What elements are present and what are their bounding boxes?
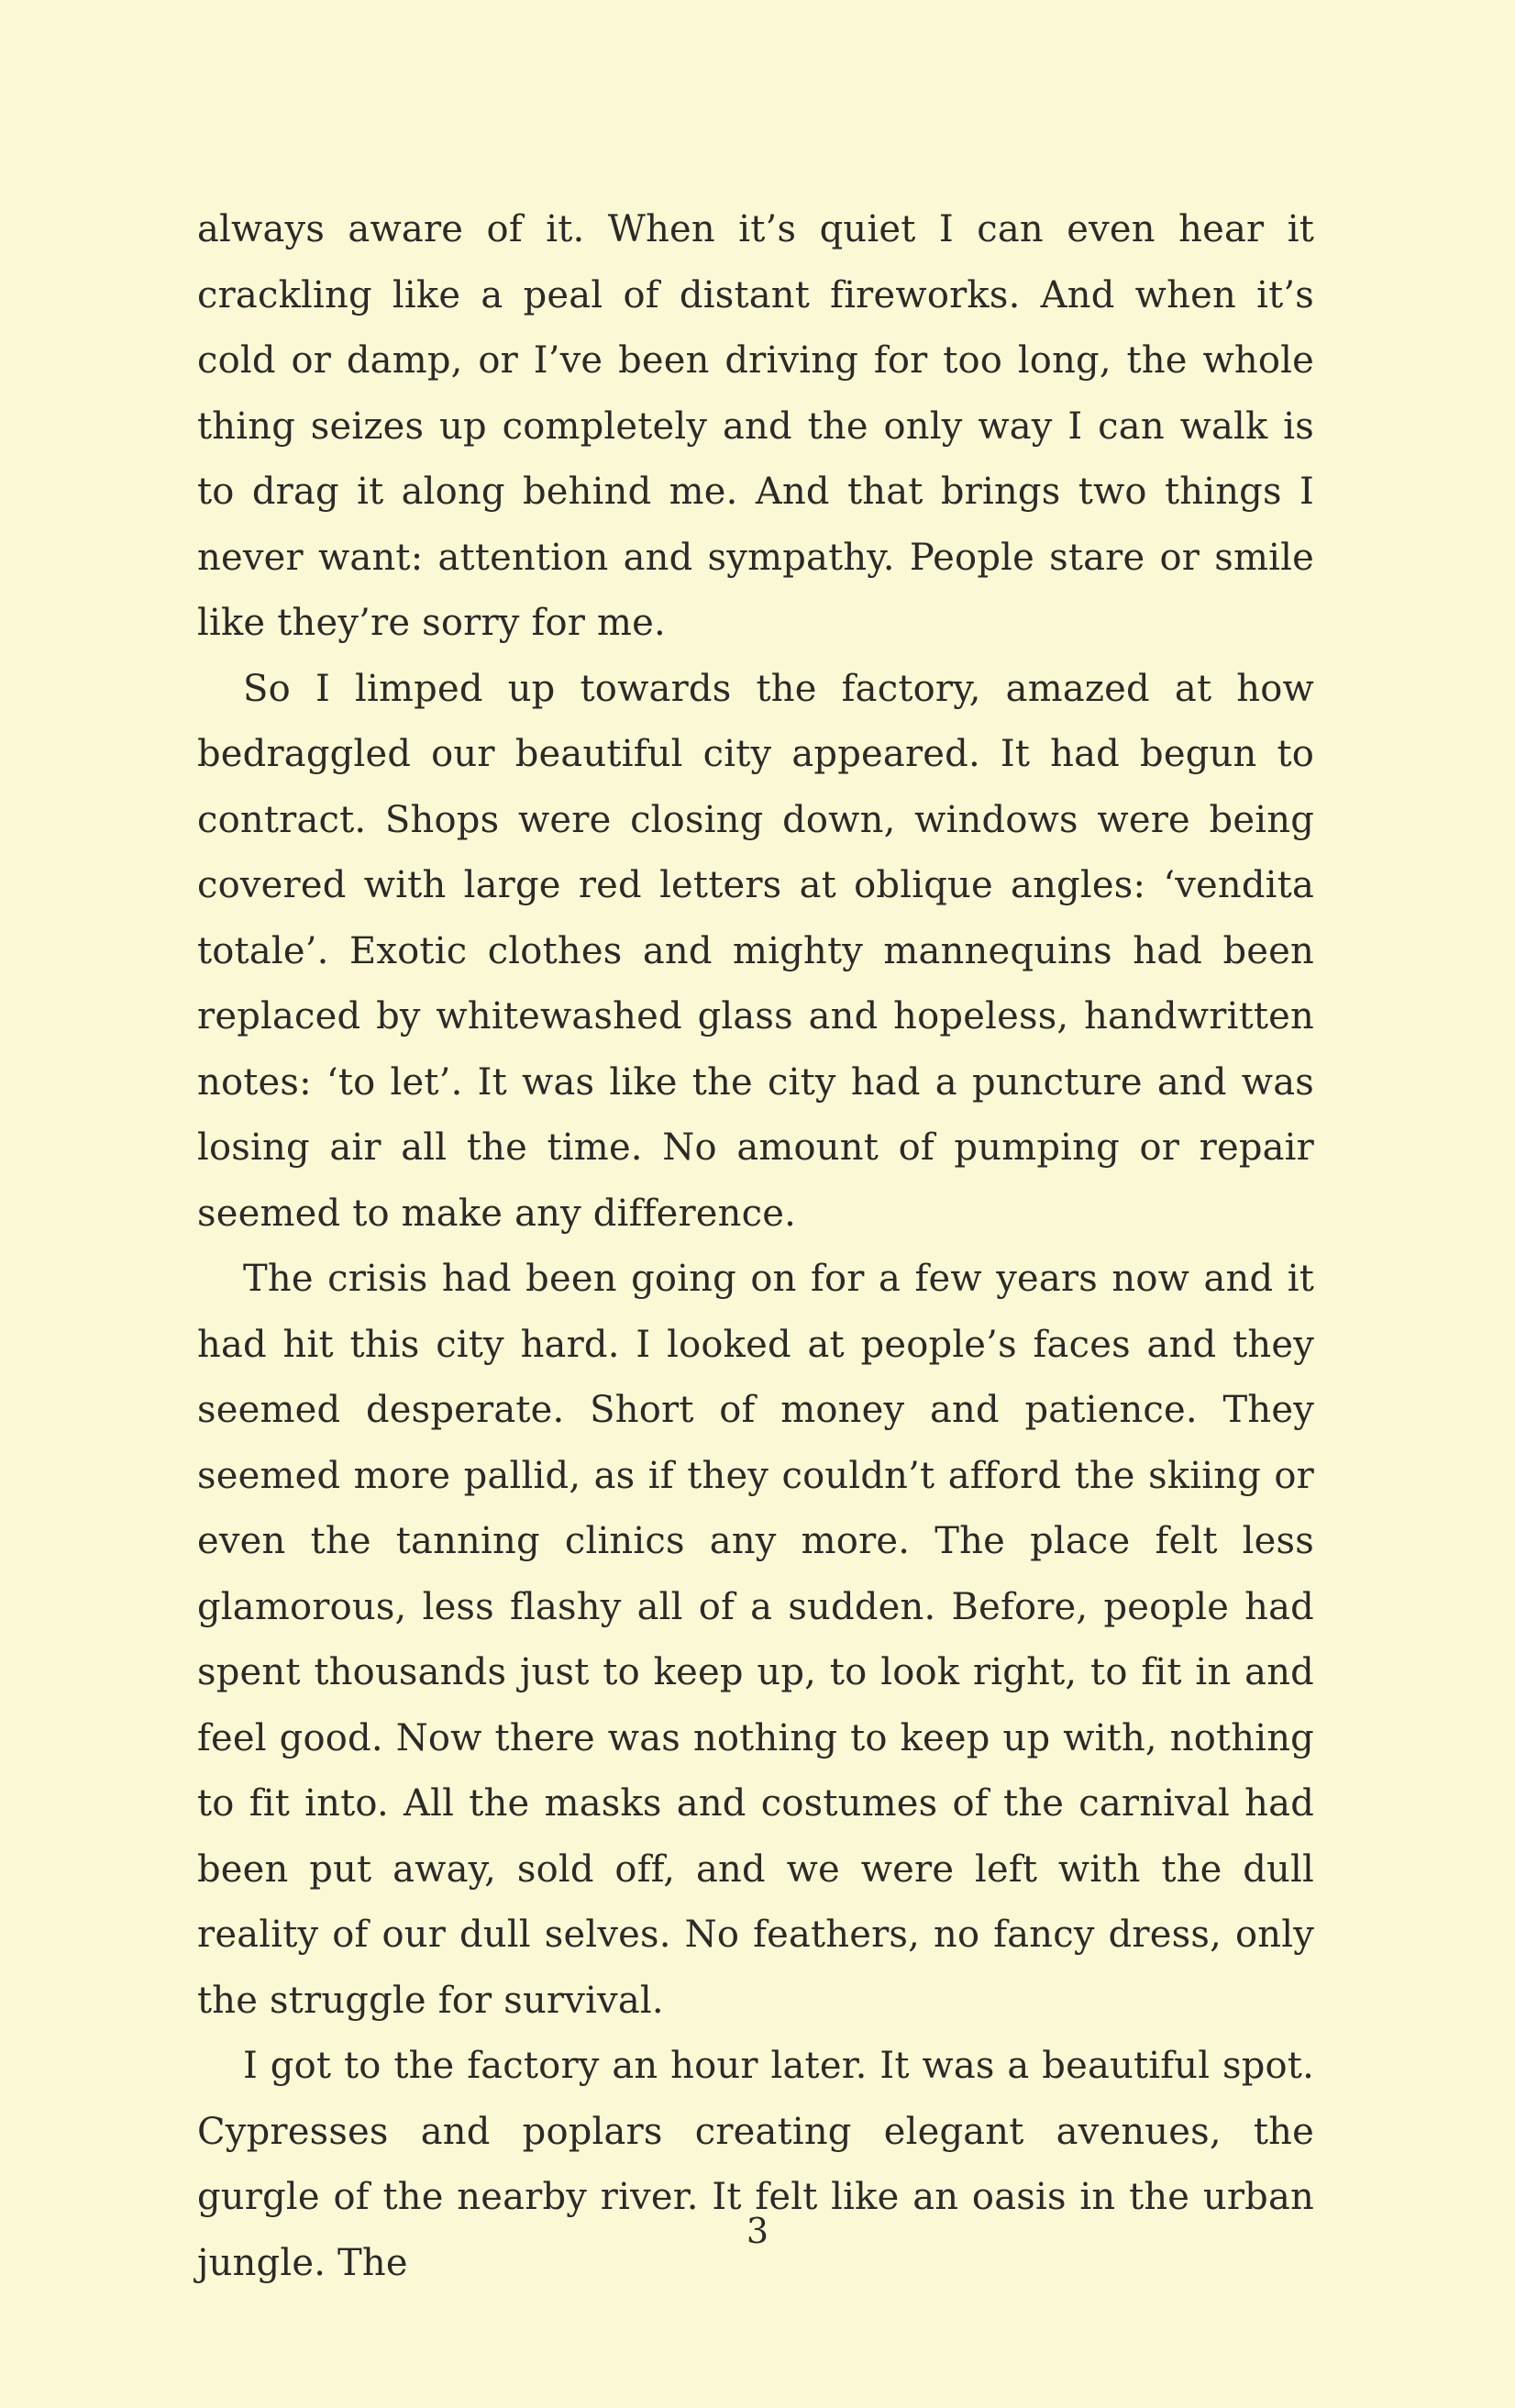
paragraph-4: I got to the factory an hour later. It was a beautiful spot. Cypresses and poplars creating elegant avenues, the gurgle of the nearby river. It felt like an oasis in the urban jungle. The — [197, 2045, 1314, 2284]
page-number: 3 — [746, 2211, 769, 2251]
body-text — [197, 197, 1314, 2296]
paragraph-3: The crisis had been going on for a few years now and it had hit this city hard. I looked at people’s faces and they seemed desperate. Short of money and patience. They seemed more pallid, as if they couldn’t afford the skiing or even the tanning clinics any more. The place felt less glamorous, less flashy all of a sudden. Before, people had spent thousands just to keep up, to look right, to fit in and feel good. Now there was nothing to keep up with, nothing to fit into. All the masks and costumes of the carnival had been put away, sold off, and we were left with the dull reality of our dull selves. No feathers, no fancy dress, only the struggle for survival. — [197, 1258, 1314, 2022]
paragraph-2: So I limped up towards the factory, amazed at how bedraggled our beautiful city appeared. It had begun to contract. Shops were closing down, windows were being covered with large red letters at oblique angles: ‘vendita totale’. Exotic clothes and mighty mannequins had been replaced by whitewashed glass and hopeless, handwritten notes: ‘to let’. It was like the city had a puncture and was losing air all the time. No amount of pumping or repair seemed to make any difference. — [197, 667, 1314, 1235]
paragraph-1: always aware of it. When it’s quiet I can even hear it crackling like a peal of distant fireworks. And when it’s cold or damp, or I’ve been driving for too long, the whole thing seizes up completely and the only way I can walk is to drag it along behind me. And that brings two things I never want: attention and sympathy. People stare or smile like they’re sorry for me. — [197, 208, 1314, 644]
